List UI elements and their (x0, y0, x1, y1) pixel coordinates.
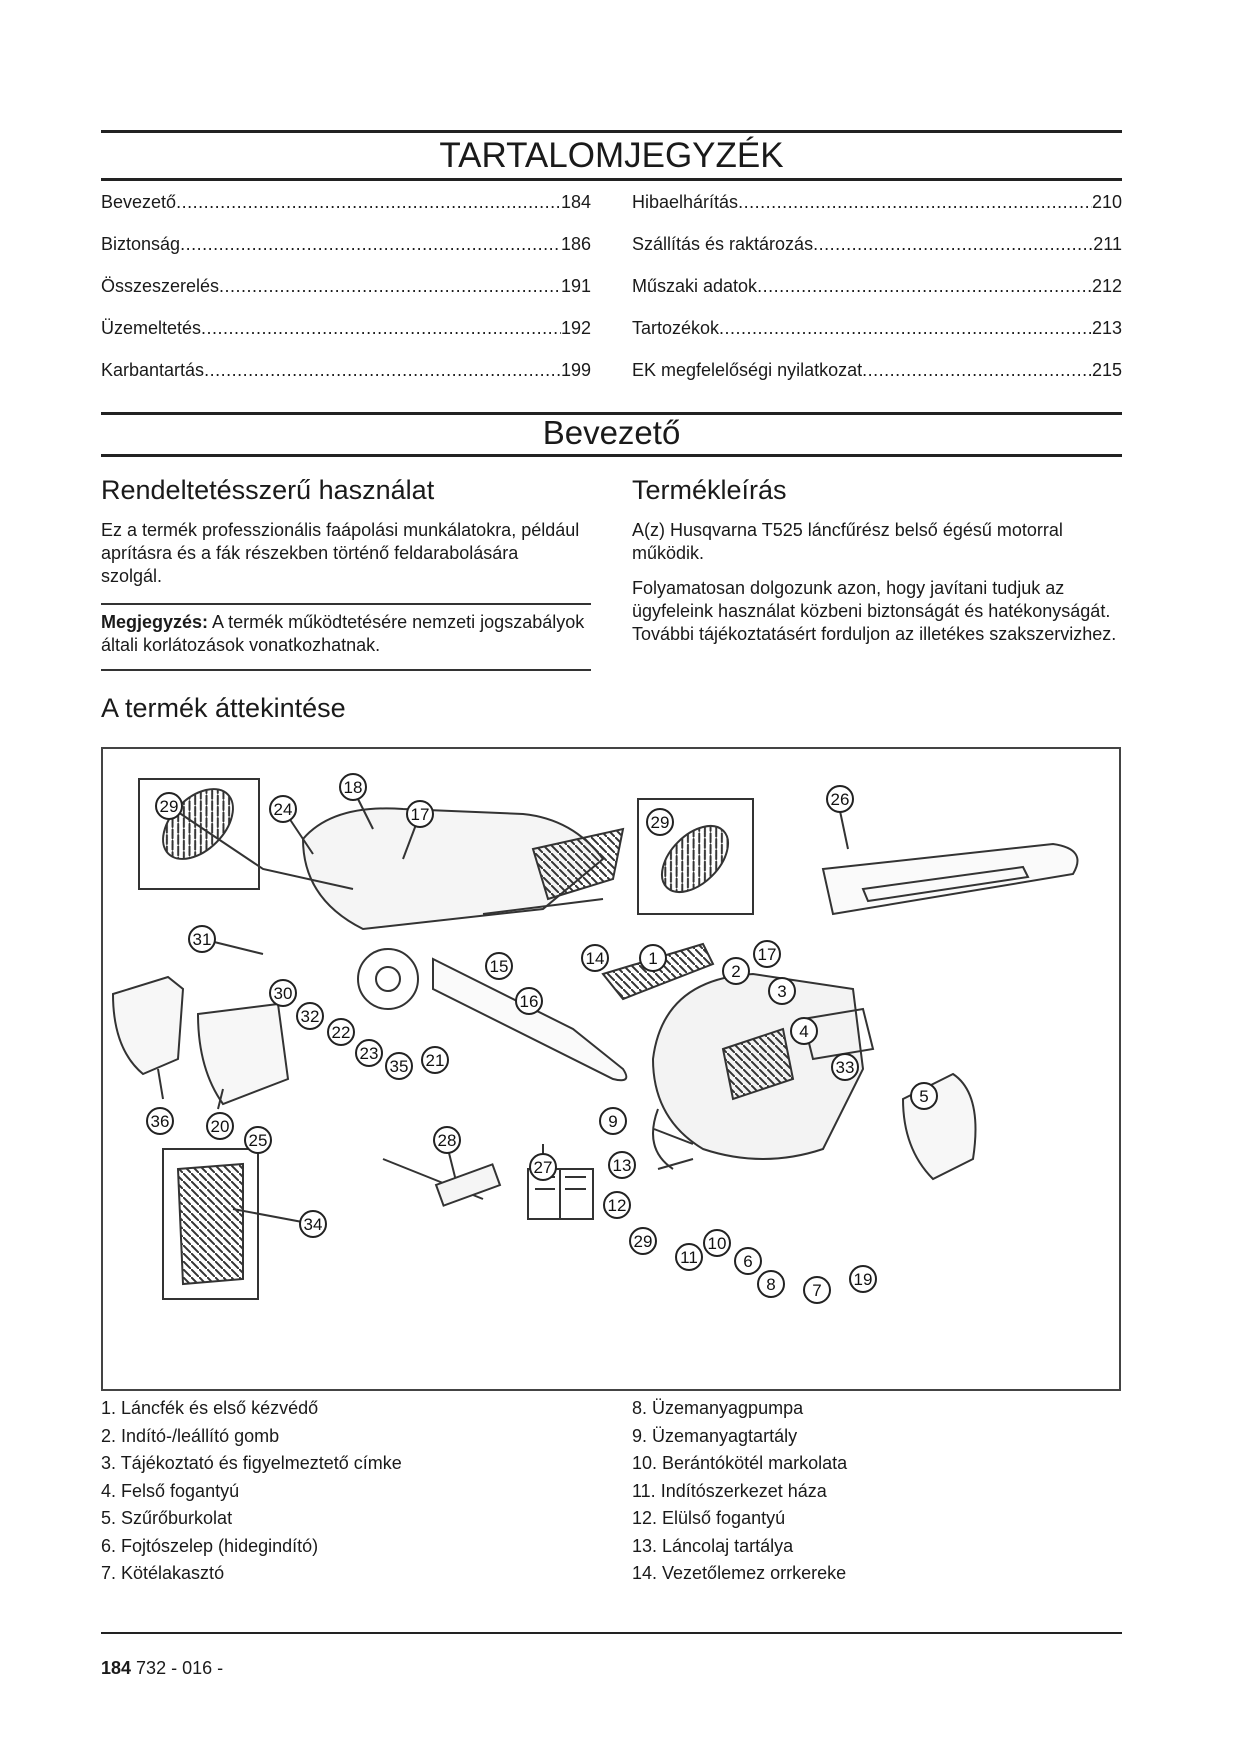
side-cover-icon (113, 977, 183, 1074)
callout-label: 15 (489, 957, 509, 976)
callout-label: 17 (757, 945, 777, 964)
note-rule-bottom (101, 669, 591, 671)
toc-entry[interactable]: Bevezető ..... 184 (101, 192, 591, 234)
callout-label: 5 (919, 1087, 929, 1106)
toc-entry[interactable]: Karbantartás ..... 199 (101, 360, 591, 402)
page-footer (101, 1658, 223, 1679)
callout-label: 33 (835, 1058, 855, 1077)
product-description-p1: A(z) Husqvarna T525 láncfűrész belső égésű motorral működik. (632, 520, 1063, 563)
callout-label: 25 (248, 1131, 268, 1150)
toc-entry[interactable]: EK megfelelőségi nyilatkozat ..... 215 (632, 360, 1122, 402)
leader-line (158, 1069, 163, 1099)
callout-label: 6 (743, 1252, 753, 1271)
callout-label: 16 (519, 992, 539, 1011)
toc-entry[interactable]: Üzemeltetés ..... 192 (101, 318, 591, 360)
callout-label: 12 (607, 1196, 627, 1215)
note-label: Megjegyzés: (101, 612, 209, 632)
legend-item: 6. Fojtószelep (hidegindító) (101, 1535, 319, 1556)
footer-rule (101, 1632, 1122, 1634)
callout-label: 17 (410, 805, 430, 824)
overview-heading: A termék áttekintése (101, 693, 346, 723)
toc-entry[interactable]: Összeszerelés ..... 191 (101, 276, 591, 318)
legend-item: 5. Szűrőburkolat (101, 1508, 233, 1528)
callout-label: 24 (273, 800, 293, 819)
callout-label: 35 (389, 1057, 409, 1076)
intended-use-text: Ez a termék professzionális faápolási munkálatokra, például aprításra és a fák részekben történő feldarabolására szolgál. (101, 520, 580, 586)
callout-label: 14 (585, 949, 605, 968)
callout-label: 10 (707, 1234, 727, 1253)
clutch-cover-icon (198, 1004, 288, 1104)
product-overview-figure (101, 747, 1121, 1391)
note-text (101, 611, 586, 657)
callout-label: 34 (303, 1215, 323, 1234)
legend-item: 11. Indítószerkezet háza (632, 1480, 827, 1501)
callout-label: 2 (731, 962, 741, 981)
callout-label: 27 (533, 1158, 553, 1177)
legend-item: 13. Láncolaj tartálya (632, 1535, 794, 1556)
section-title: Bevezető (542, 414, 681, 451)
legend-item: 1. Láncfék és első kézvédő (101, 1398, 319, 1418)
legend-item: 12. Elülső fogantyú (632, 1508, 786, 1528)
toc-title: TARTALOMJEGYZÉK (439, 136, 784, 175)
legend-item: 4. Felső fogantyú (101, 1480, 240, 1501)
legend-item: 14. Vezetőlemez orrkereke (632, 1563, 847, 1583)
product-description-heading: Termékleírás (632, 475, 787, 505)
leader-line (840, 811, 848, 849)
legend-item: 9. Üzemanyagtartály (632, 1425, 798, 1446)
note-body: A termék működtetésére nemzeti jogszabályok általi korlátozások vonatkozhatnak. (101, 612, 585, 655)
toc-left-column (101, 192, 591, 402)
callout-label: 3 (777, 982, 787, 1001)
callout-label: 11 (680, 1248, 698, 1267)
callout-label: 1 (648, 949, 658, 968)
toc-entry[interactable]: Biztonság ..... 186 (101, 234, 591, 276)
callout-label: 31 (192, 930, 212, 949)
legend-right (632, 1398, 847, 1591)
callout-label: 21 (425, 1051, 445, 1070)
chainsaw-diagram (103, 749, 1119, 1389)
callout-label: 28 (437, 1131, 457, 1150)
callout-label: 20 (210, 1117, 230, 1136)
toc-title-rule (101, 178, 1122, 181)
toc-entry[interactable]: Szállítás és raktározás ..... 211 (632, 234, 1122, 276)
toc-entry[interactable]: Műszaki adatok ..... 212 (632, 276, 1122, 318)
callout-label: 9 (608, 1112, 618, 1131)
callout-label: 29 (633, 1232, 653, 1251)
callout-label: 7 (812, 1281, 822, 1300)
note-rule-top (101, 603, 591, 605)
page-number: 184 (101, 1658, 132, 1678)
product-description-p2: Folyamatosan dolgozunk azon, hogy javítani tudjuk az ügyfeleink használat közbeni biztonságát és hatékonyságát. További tájékoztatásért forduljon az illetékes szakszervizhez. (632, 578, 1117, 644)
legend-item: 2. Indító-/leállító gomb (101, 1425, 280, 1446)
callout-label: 29 (650, 813, 670, 832)
callout-label: 32 (300, 1007, 320, 1026)
toc-right-column (632, 192, 1122, 402)
handle-grip-icon (150, 776, 246, 872)
callout-label: 26 (830, 790, 850, 809)
guide-bar-icon (823, 844, 1078, 914)
legend-left (101, 1398, 402, 1591)
callout-label: 30 (273, 984, 293, 1003)
legend-item: 3. Tájékoztató és figyelmeztető címke (101, 1453, 402, 1473)
section-rule-bottom (101, 454, 1122, 457)
callout-label: 4 (799, 1022, 809, 1041)
doc-code: 732 - 016 - (131, 1658, 224, 1678)
toc-entry[interactable]: Tartozékok ..... 213 (632, 318, 1122, 360)
callout-label: 19 (853, 1270, 873, 1289)
callout-label: 23 (359, 1044, 379, 1063)
callout-label: 22 (331, 1023, 351, 1042)
callout-label: 13 (612, 1156, 632, 1175)
legend-item: 10. Berántókötél markolata (632, 1453, 848, 1473)
toc-entry[interactable]: Hibaelhárítás ..... 210 (632, 192, 1122, 234)
callout-label: 29 (159, 797, 179, 816)
callout-label: 18 (343, 778, 363, 797)
legend-item: 7. Kötélakasztó (101, 1563, 225, 1583)
legend-item: 8. Üzemanyagpumpa (632, 1398, 804, 1418)
callout-label: 8 (766, 1275, 776, 1294)
intended-use-heading: Rendeltetésszerű használat (101, 475, 435, 505)
top-rule (101, 130, 1122, 133)
callout-label: 36 (150, 1112, 170, 1131)
